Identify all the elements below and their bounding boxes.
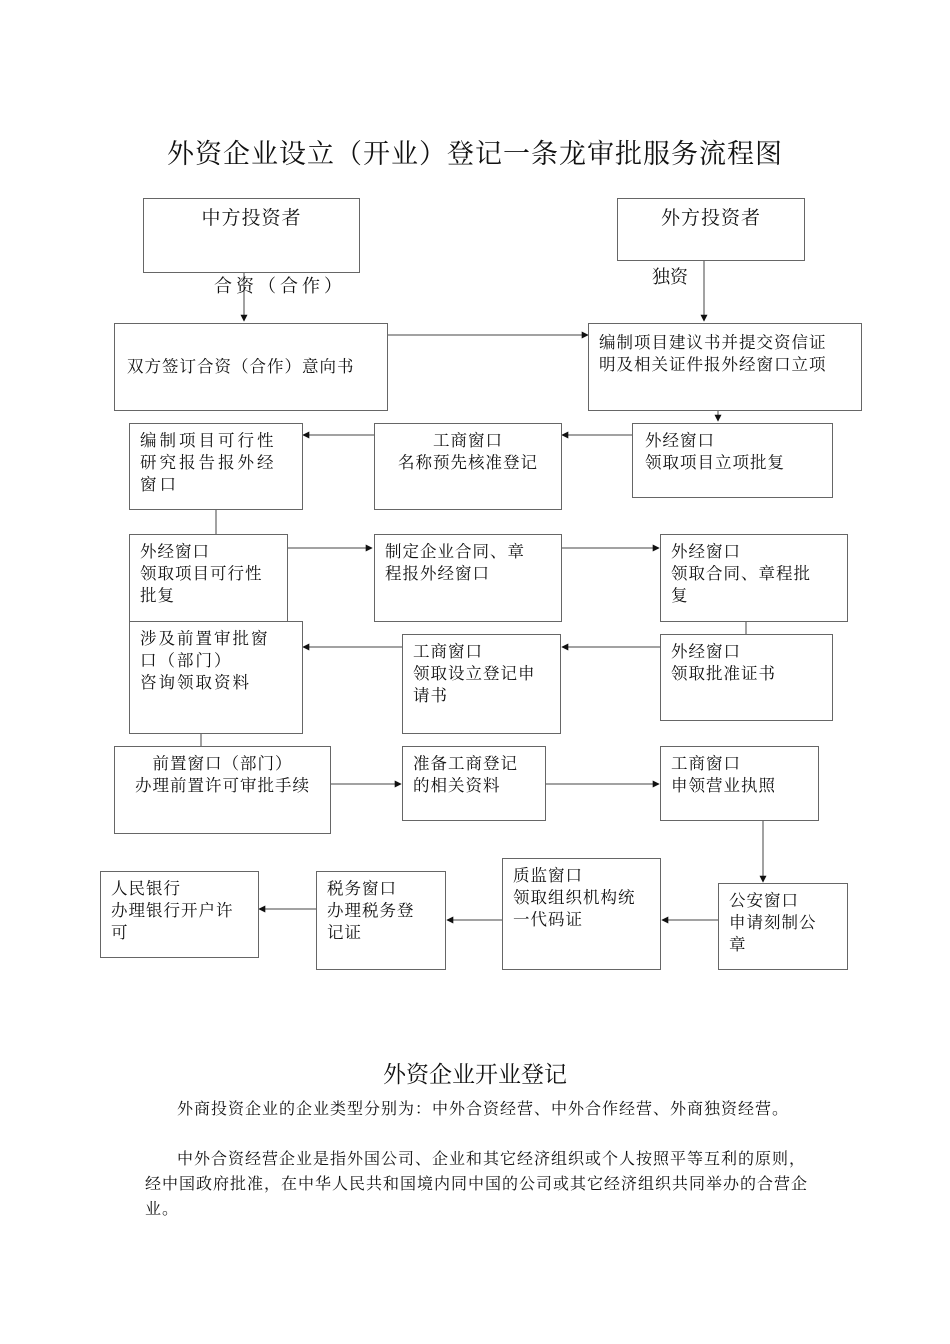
- org-code-box: 质监窗口 领取组织机构统 一代码证: [502, 858, 661, 970]
- contract-articles-box: 制定企业合同、章 程报外经窗口: [374, 534, 562, 622]
- feasibility-report-box: 编制项目可行性 研究报告报外经 窗口: [129, 423, 303, 510]
- page-title: 外资企业设立（开业）登记一条龙审批服务流程图: [167, 139, 783, 170]
- paragraph-1: 外商投资企业的企业类型分别为：中外合资经营、中外合作经营、外商独资经营。: [177, 1099, 790, 1118]
- business-license-box: 工商窗口 申领营业执照: [660, 746, 819, 821]
- section-heading: 外资企业开业登记: [383, 1062, 567, 1088]
- pre-permit-box: 前置窗口（部门） 办理前置许可审批手续: [114, 746, 331, 834]
- project-approval-box: 外经窗口 领取项目立项批复: [632, 423, 833, 498]
- jv-label: 合资（合作）: [214, 276, 346, 297]
- prepare-documents-box: 准备工商登记 的相关资料: [402, 746, 546, 821]
- contract-approval-box: 外经窗口 领取合同、章程批 复: [660, 534, 848, 622]
- intent-letter-box: 双方签订合资（合作）意向书: [114, 323, 388, 411]
- name-precheck-box: 工商窗口 名称预先核准登记: [374, 423, 562, 510]
- approval-certificate-box: 外经窗口 领取批准证书: [660, 634, 833, 721]
- domestic-investor-box: 中方投资者: [143, 198, 360, 273]
- paragraph-2: 中外合资经营企业是指外国公司、企业和其它经济组织或个人按照平等互利的原则，经中国政府批准，在中华人民共和国境内同中国的公司或其它经济组织共同举办的合营企业。: [145, 1149, 809, 1218]
- registration-form-box: 工商窗口 领取设立登记申 请书: [402, 634, 561, 734]
- tax-registration-box: 税务窗口 办理税务登 记证: [316, 871, 446, 970]
- project-proposal-box: 编制项目建议书并提交资信证 明及相关证件报外经窗口立项: [588, 323, 862, 411]
- sole-label: 独资: [652, 267, 688, 288]
- foreign-investor-box: 外方投资者: [617, 198, 805, 261]
- company-seal-box: 公安窗口 申请刻制公 章: [718, 883, 848, 970]
- pre-approval-consult-box: 涉及前置审批窗 口（部门） 咨询领取资料: [129, 621, 303, 734]
- feasibility-approval-box: 外经窗口 领取项目可行性 批复: [129, 534, 288, 622]
- bank-account-box: 人民银行 办理银行开户许 可: [100, 871, 259, 958]
